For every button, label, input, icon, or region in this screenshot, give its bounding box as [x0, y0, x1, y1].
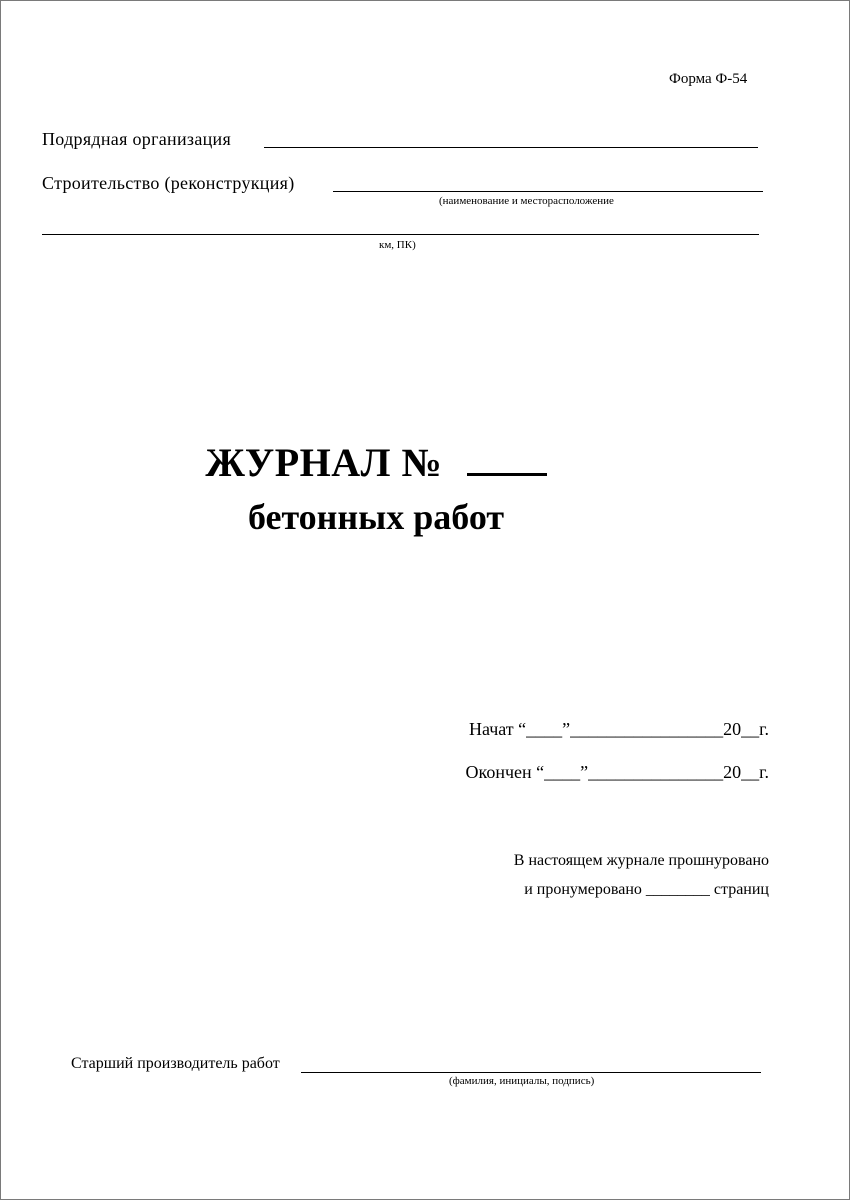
finished-date-line[interactable]: Окончен “____”_______________20__г. [465, 762, 769, 782]
construction-label: Строительство (реконструкция) [42, 173, 295, 193]
contractor-label: Подрядная организация [42, 129, 232, 149]
journal-title [1, 439, 751, 486]
started-date-line[interactable]: Начат “____”_________________20__г. [468, 719, 769, 739]
journal-number-line[interactable] [467, 445, 547, 476]
journal-title-text: ЖУРНАЛ № [205, 440, 443, 485]
signature-caption: (фамилия, инициалы, подпись) [449, 1075, 595, 1087]
contractor-input-line[interactable] [264, 147, 758, 148]
construction-caption: (наименование и месторасположение [439, 195, 614, 207]
form-code: Форма Ф-54 [669, 71, 748, 87]
journal-subtitle: бетонных работ [247, 497, 505, 537]
laced-pages-note: В настоящем журнале прошнуровано [513, 852, 769, 869]
senior-foreman-label: Старший производитель работ [71, 1055, 280, 1072]
signature-input-line[interactable] [301, 1072, 761, 1073]
construction-input-line[interactable] [333, 191, 763, 192]
location-input-line[interactable] [42, 234, 759, 235]
location-caption: км, ПК) [379, 239, 416, 251]
numbered-pages-line[interactable]: и пронумеровано ________ страниц [524, 881, 769, 898]
